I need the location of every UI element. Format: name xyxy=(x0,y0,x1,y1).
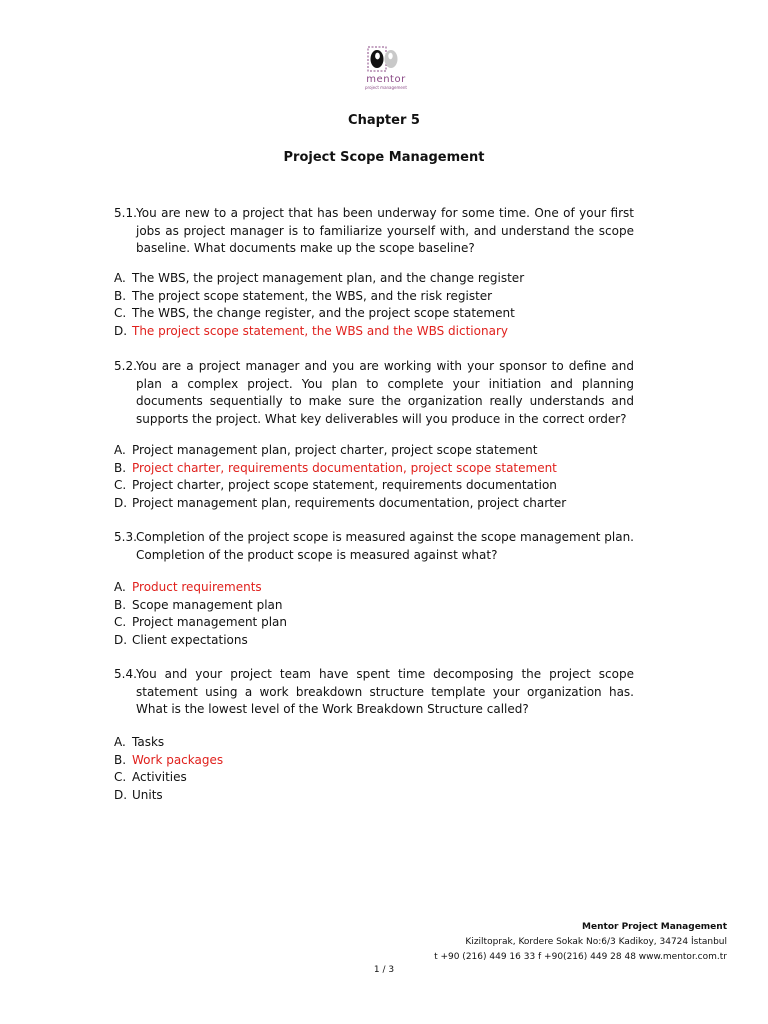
options-5-1 xyxy=(114,270,634,340)
options-5-3 xyxy=(114,579,634,649)
question-number: 5.2. xyxy=(114,359,137,373)
mentor-logo xyxy=(360,44,412,92)
options-5-2 xyxy=(114,442,634,512)
question-text: You are new to a project that has been underway for some time. One of your first jobs as project manager is to familiarize yourself with, and understand the scope baseline. What documents make up the scope baseline? xyxy=(136,206,634,255)
option-b-correct-answer: B. Work packages xyxy=(114,752,224,767)
page-number: 1 / 3 xyxy=(373,965,395,975)
logo-wordmark: mentor xyxy=(366,74,406,85)
option-b-correct-answer: B. Project charter, requirements documentation, project scope statement xyxy=(114,460,557,475)
question-text: You and your project team have spent time decomposing the project scope statement using a work breakdown structure template your organization has. What is the lowest level of the Work Breakdown Structure called? xyxy=(136,667,634,716)
question-5-2 xyxy=(114,358,634,428)
option-c: C. Project charter, project scope statement, requirements documentation xyxy=(114,478,557,492)
question-text: You are a project manager and you are working with your sponsor to define and plan a complex project. You plan to complete your initiation and planning documents sequentially to make sure the organization really understands and supports the project. What key deliverables will you produce in the correct order? xyxy=(136,359,634,426)
option-a: A. Tasks xyxy=(114,735,165,749)
page-footer xyxy=(434,920,727,965)
question-5-1 xyxy=(114,205,634,258)
question-5-3 xyxy=(114,529,634,564)
option-a: A. The WBS, the project management plan, and the change register xyxy=(114,271,525,285)
logo-subtitle: project management xyxy=(365,85,407,90)
chapter-heading: Chapter 5 xyxy=(348,113,420,128)
option-a: A. Project management plan, project charter, project scope statement xyxy=(114,443,538,457)
option-c: C. Project management plan xyxy=(114,615,287,629)
question-text: Completion of the project scope is measured against the scope management plan. Completion of the product scope is measured against what? xyxy=(136,530,634,562)
option-d: D. Client expectations xyxy=(114,632,248,647)
question-5-4 xyxy=(114,666,634,719)
option-a-correct-answer: A. Product requirements xyxy=(114,580,262,594)
page-title: Project Scope Management xyxy=(283,150,485,165)
options-5-4 xyxy=(114,734,634,804)
option-b: B. Scope management plan xyxy=(114,597,283,612)
question-number: 5.1. xyxy=(114,206,137,220)
option-d: D. Units xyxy=(114,787,163,802)
option-d: D. Project management plan, requirements documentation, project charter xyxy=(114,495,567,510)
footer-contact: t +90 (216) 449 16 33 f +90(216) 449 28 48 www.mentor.com.tr xyxy=(434,952,727,962)
option-d-correct-answer: D. The project scope statement, the WBS and the WBS dictionary xyxy=(114,323,508,338)
footer-company: Mentor Project Management xyxy=(582,922,727,932)
option-b: B. The project scope statement, the WBS, and the risk register xyxy=(114,288,493,303)
option-c: C. Activities xyxy=(114,770,187,784)
option-c: C. The WBS, the change register, and the project scope statement xyxy=(114,306,515,320)
mentor-logo-mark-icon xyxy=(360,44,412,74)
footer-address: Kiziltoprak, Kordere Sokak No:6/3 Kadikoy, 34724 İstanbul xyxy=(465,937,727,947)
question-number: 5.4. xyxy=(114,667,137,681)
question-number: 5.3. xyxy=(114,530,137,544)
